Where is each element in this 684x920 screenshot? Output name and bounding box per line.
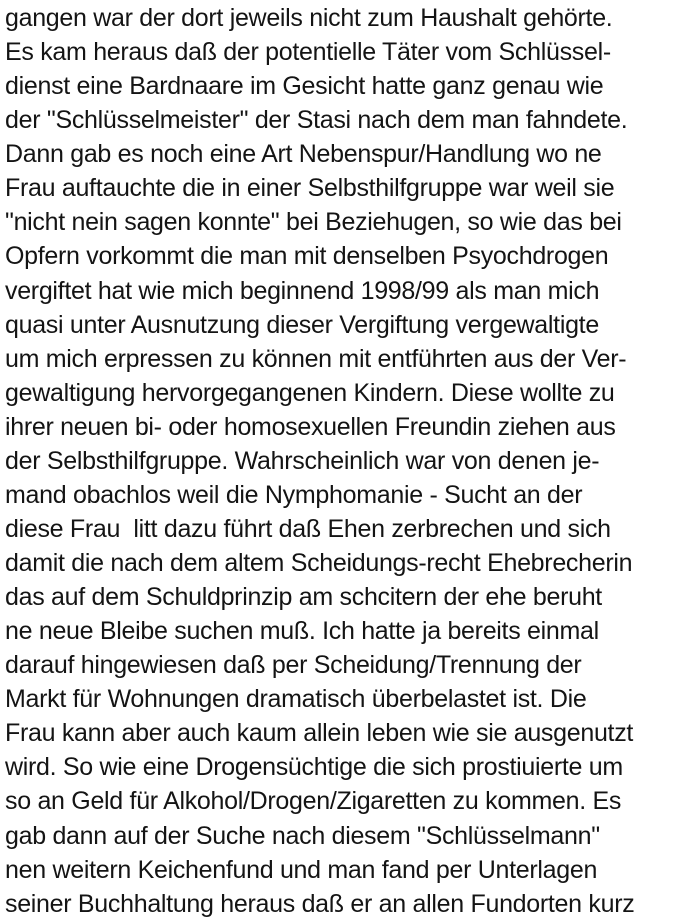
text-line: diese Frau litt dazu führt daß Ehen zerbrechen und sich bbox=[5, 514, 611, 543]
text-line: ihrer neuen bi- oder homosexuellen Freundin ziehen aus bbox=[5, 412, 616, 441]
text-line: gab dann auf der Suche nach diesem "Schlüsselmann" bbox=[5, 821, 600, 850]
text-line: "nicht nein sagen konnte" bei Beziehugen, so wie das bei bbox=[5, 208, 622, 237]
text-line: vergiftet hat wie mich beginnend 1998/99 als man mich bbox=[5, 276, 600, 305]
text-line: damit die nach dem altem Scheidungs-recht Ehebrecherin bbox=[5, 549, 633, 577]
text-line: Frau kann aber auch kaum allein leben wie sie ausgenutzt bbox=[5, 719, 634, 748]
text-line: Dann gab es noch eine Art Nebenspur/Handlung wo ne bbox=[5, 140, 602, 169]
text-line: Es kam heraus daß der potentielle Täter vom Schlüssel- bbox=[5, 38, 611, 67]
text-line: darauf hingewiesen daß per Scheidung/Trennung der bbox=[5, 651, 582, 680]
text-line: gangen war der dort jeweils nicht zum Haushalt gehörte. bbox=[5, 4, 613, 32]
text-line: Frau auftauchte die in einer Selbsthilfgruppe war weil sie bbox=[5, 174, 615, 203]
text-line: der "Schlüsselmeister" der Stasi nach dem man fahndete. bbox=[5, 106, 628, 135]
text-line: ne neue Bleibe suchen muß. Ich hatte ja bereits einmal bbox=[5, 617, 599, 646]
text-line: um mich erpressen zu können mit entführten aus der Ver- bbox=[5, 344, 627, 373]
text-line: das auf dem Schuldprinzip am schcitern der ehe beruht bbox=[5, 583, 602, 612]
text-line: quasi unter Ausnutzung dieser Vergiftung vergewaltigte bbox=[5, 310, 599, 339]
text-block bbox=[5, 1, 682, 920]
text-line: nen weitern Keichenfund und man fand per Unterlagen bbox=[5, 855, 598, 884]
text-line: gewaltigung hervorgegangenen Kindern. Diese wollte zu bbox=[5, 378, 615, 407]
text-line: der Selbsthilfgruppe. Wahrscheinlich war von denen je- bbox=[5, 446, 600, 475]
text-line: so an Geld für Alkohol/Drogen/Zigaretten zu kommen. Es bbox=[5, 787, 622, 816]
text-line: mand obachlos weil die Nymphomanie - Sucht an der bbox=[5, 480, 583, 509]
text-line: wird. So wie eine Drogensüchtige die sich prostiuierte um bbox=[5, 753, 623, 782]
text-line: seiner Buchhaltung heraus daß er an allen Fundorten kurz bbox=[5, 889, 635, 918]
text-line: Opfern vorkommt die man mit denselben Psyochdrogen bbox=[5, 242, 609, 271]
text-line: Markt für Wohnungen dramatisch überbelastet ist. Die bbox=[5, 685, 587, 714]
text-line: dienst eine Bardnaare im Gesicht hatte ganz genau wie bbox=[5, 72, 604, 101]
